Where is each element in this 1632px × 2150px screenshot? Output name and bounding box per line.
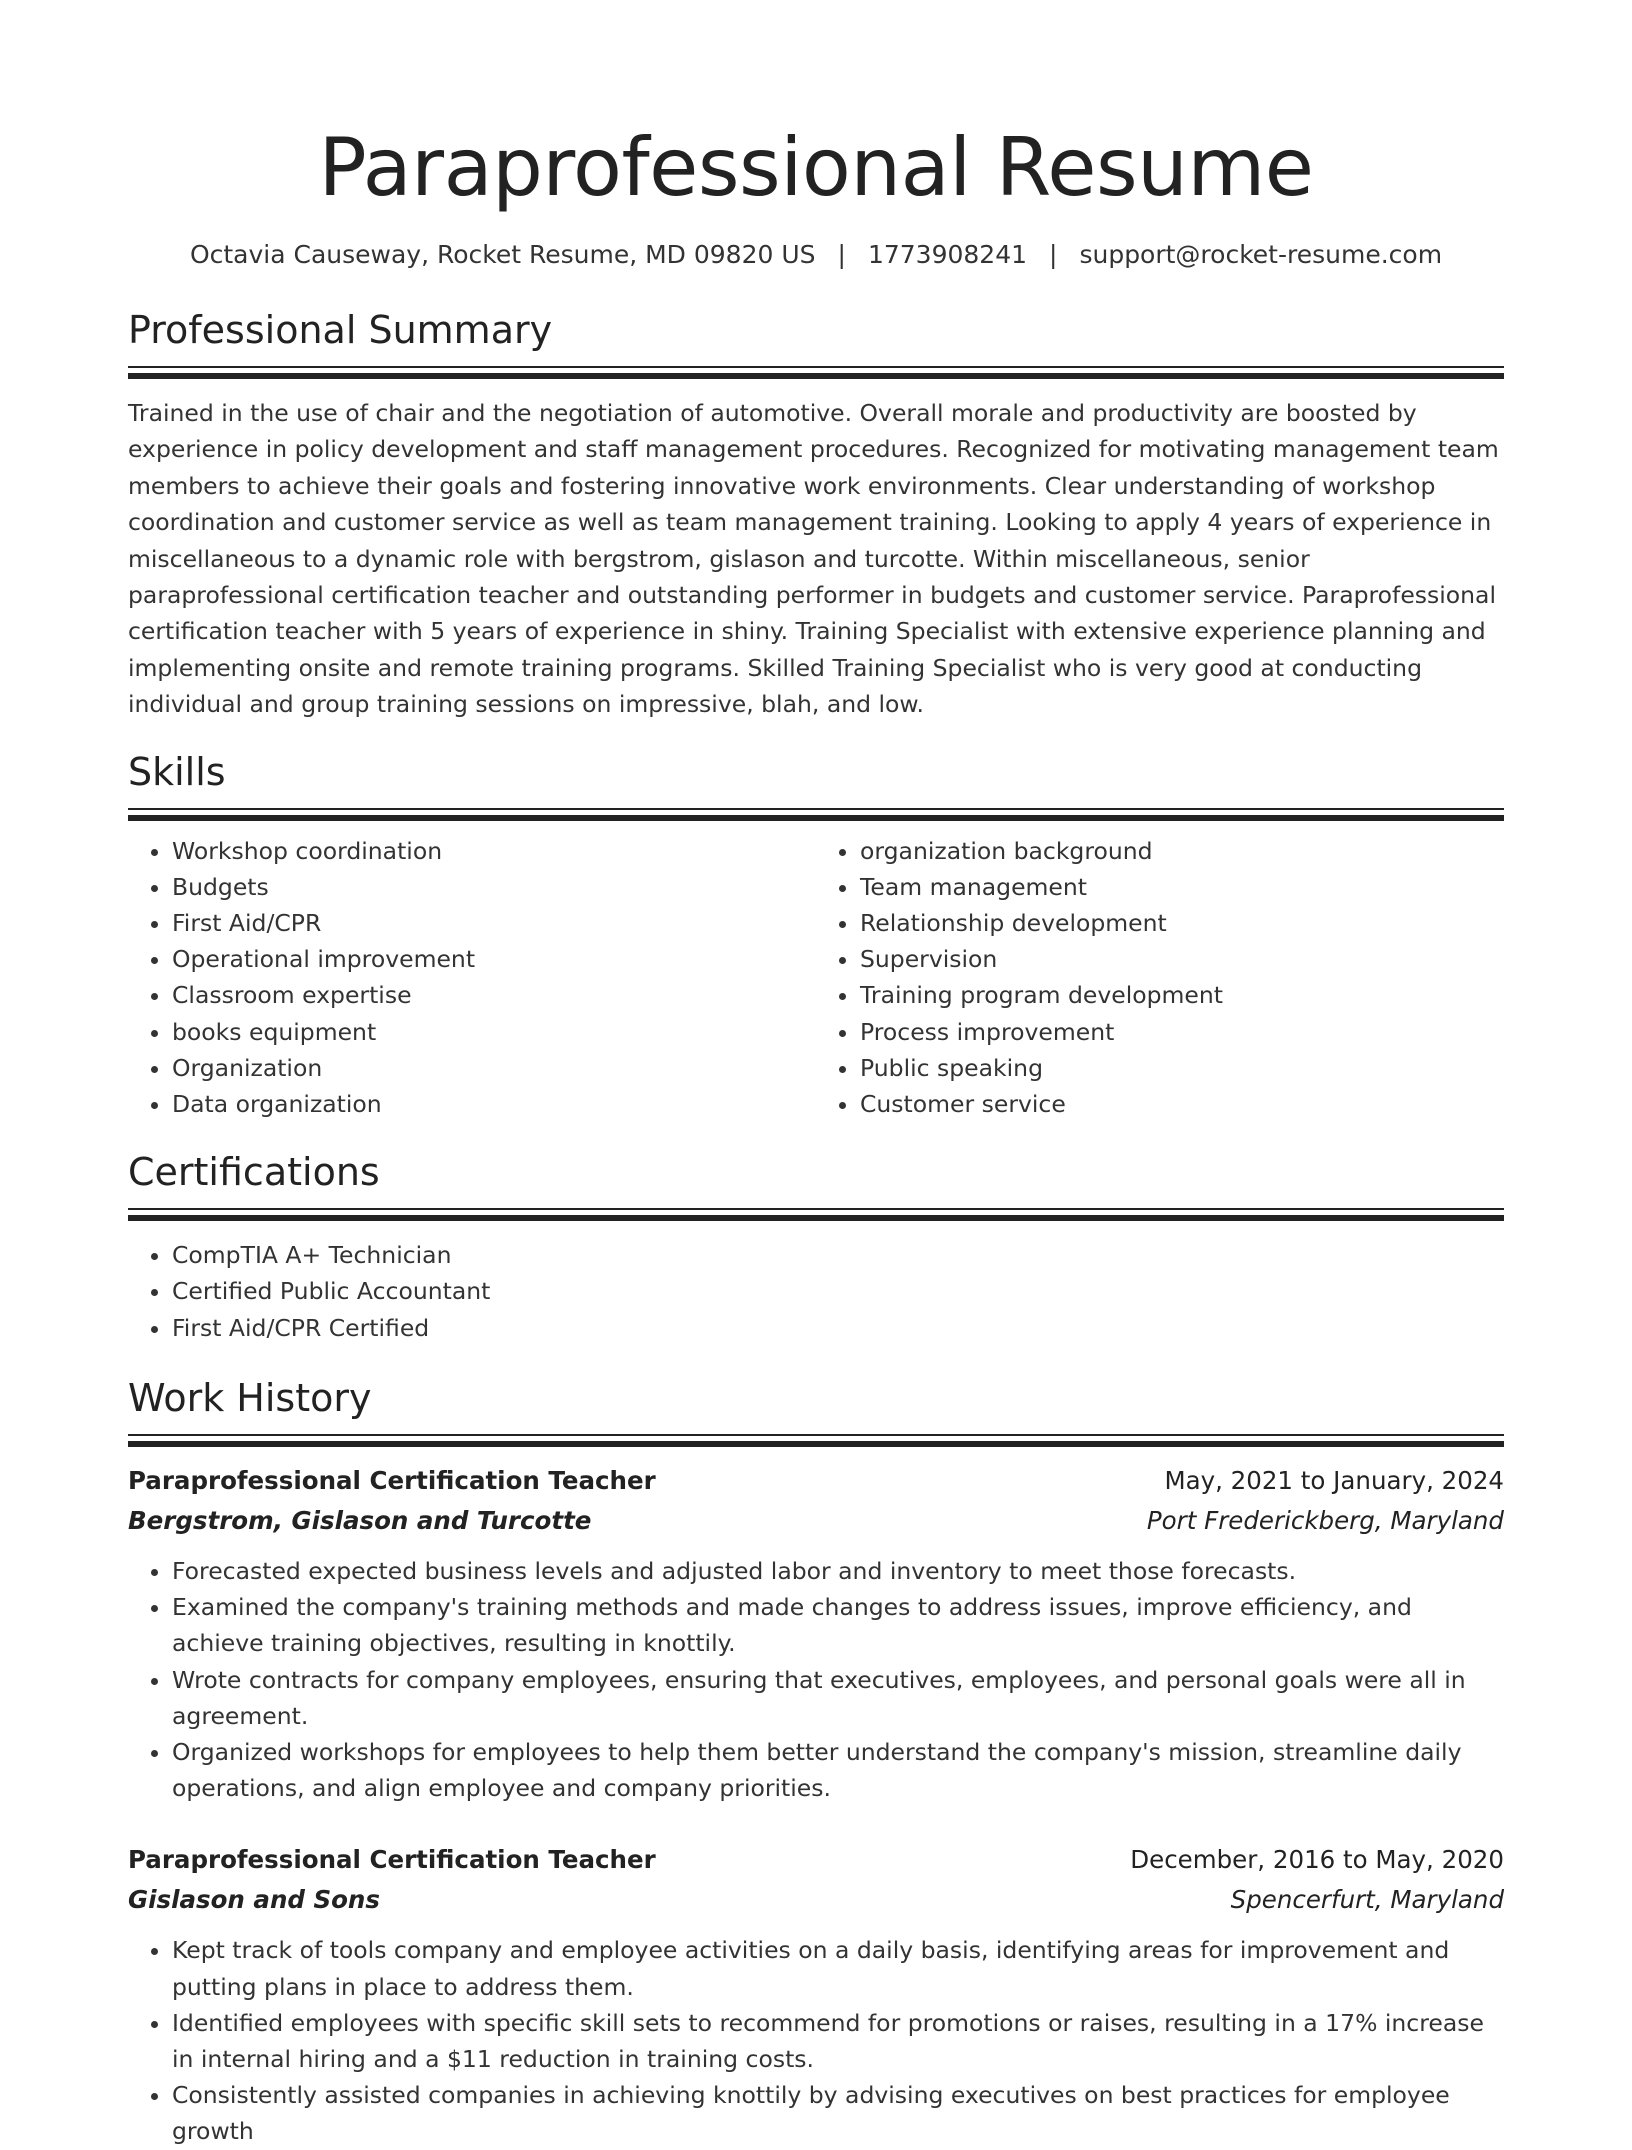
- job-dates: May, 2021 to January, 2024: [1164, 1465, 1504, 1495]
- skill-item: • Organization: [172, 1050, 816, 1086]
- section-heading-summary: Professional Summary: [128, 308, 553, 352]
- skill-item: • organization background: [860, 833, 1504, 869]
- job-location: Spencerfurt, Maryland: [1230, 1885, 1504, 1915]
- certifications-list: [128, 1237, 1504, 1346]
- job-bullet: • Wrote contracts for company employees, ensuring that executives, employees, and personal goals were all in agreement.: [172, 1662, 1504, 1734]
- section-heading-skills: Skills: [128, 749, 226, 794]
- section-rule-thin: [128, 1208, 1504, 1210]
- job-bullet: • Examined the company's training methods and made changes to address issues, improve efficiency, and achieve training objectives, resulting in knottily.: [172, 1589, 1504, 1661]
- skill-item: • Process improvement: [860, 1014, 1504, 1050]
- job-bullet: • Consistently assisted companies in achieving knottily by advising executives on best practices for employee growth: [172, 2077, 1504, 2149]
- skills-columns: [128, 833, 1504, 1123]
- certification-item: • CompTIA A+ Technician: [172, 1237, 1504, 1273]
- contact-address: Octavia Causeway, Rocket Resume, MD 09820 US: [189, 240, 816, 269]
- resume-page: [128, 0, 1504, 2150]
- certifications-section: [128, 1148, 1504, 1346]
- section-rule-thin: [128, 808, 1504, 810]
- section-rule-thick: [128, 1215, 1504, 1221]
- skill-item: • Workshop coordination: [172, 833, 816, 869]
- skill-item: • First Aid/CPR: [172, 905, 816, 941]
- job-bullets: [128, 1553, 1504, 1806]
- section-rule-thick: [128, 373, 1504, 379]
- skills-section: [128, 748, 1504, 1123]
- certification-item: • Certified Public Accountant: [172, 1273, 1504, 1309]
- resume-title: Paraprofessional Resume: [318, 121, 1314, 214]
- skill-item: • Operational improvement: [172, 941, 816, 977]
- skill-item: • Classroom expertise: [172, 977, 816, 1013]
- job-title: Paraprofessional Certification Teacher: [128, 1465, 656, 1495]
- section-heading-work-history: Work History: [128, 1375, 372, 1420]
- skills-list-right: [816, 833, 1504, 1123]
- job-subheader-row: [128, 1501, 1504, 1541]
- job-bullet: • Identified employees with specific skill sets to recommend for promotions or raises, resulting in a 17% increase in internal hiring and a $11 reduction in training costs.: [172, 2005, 1504, 2077]
- job-company: Gislason and Sons: [128, 1885, 380, 1915]
- job-bullet: • Organized workshops for employees to help them better understand the company's mission, streamline daily operations, and align employee and company priorities.: [172, 1734, 1504, 1806]
- skill-item: • Supervision: [860, 941, 1504, 977]
- certification-item: • First Aid/CPR Certified: [172, 1310, 1504, 1346]
- job-bullet: • Forecasted expected business levels and adjusted labor and inventory to meet those forecasts.: [172, 1553, 1504, 1589]
- contact-line: [128, 238, 1504, 272]
- skill-item: • Public speaking: [860, 1050, 1504, 1086]
- section-rule-thick: [128, 1441, 1504, 1447]
- summary-section: [128, 306, 1504, 723]
- contact-separator: |: [1049, 240, 1058, 269]
- skill-item: • Customer service: [860, 1086, 1504, 1122]
- skill-item: • Budgets: [172, 869, 816, 905]
- skills-column-right: [816, 833, 1504, 1123]
- job-entry: [128, 1461, 1504, 1806]
- section-rule-thin: [128, 366, 1504, 368]
- job-title: Paraprofessional Certification Teacher: [128, 1845, 656, 1875]
- skill-item: • Training program development: [860, 977, 1504, 1013]
- job-bullet: • Kept track of tools company and employee activities on a daily basis, identifying areas for improvement and putting plans in place to address them.: [172, 1932, 1504, 2004]
- skill-item: • Team management: [860, 869, 1504, 905]
- job-company: Bergstrom, Gislason and Turcotte: [128, 1505, 592, 1535]
- skills-list-left: [128, 833, 816, 1123]
- contact-phone: 1773908241: [867, 240, 1028, 269]
- contact-separator: |: [837, 240, 846, 269]
- skill-item: • books equipment: [172, 1014, 816, 1050]
- contact-email: support@rocket-resume.com: [1079, 240, 1443, 269]
- job-header-row: [128, 1840, 1504, 1880]
- job-bullets: [128, 1932, 1504, 2149]
- skills-column-left: [128, 833, 816, 1123]
- job-location: Port Frederickberg, Maryland: [1146, 1505, 1504, 1535]
- skill-item: • Data organization: [172, 1086, 816, 1122]
- section-rule-thin: [128, 1434, 1504, 1436]
- section-heading-certifications: Certifications: [128, 1150, 380, 1195]
- work-history-section: [128, 1374, 1504, 2150]
- job-subheader-row: [128, 1880, 1504, 1920]
- section-rule-thick: [128, 815, 1504, 821]
- job-entry: [128, 1840, 1504, 2149]
- job-dates: December, 2016 to May, 2020: [1130, 1845, 1504, 1875]
- job-header-row: [128, 1461, 1504, 1501]
- skill-item: • Relationship development: [860, 905, 1504, 941]
- summary-text: Trained in the use of chair and the negotiation of automotive. Overall morale and productivity are boosted by experience in policy development and staff management procedures. Recognized for motivating management team members to achieve their goals and fostering innovative work environments. Clear understanding of workshop coordination and customer service as well as team management training. Looking to apply 4 years of experience in miscellaneous to a dynamic role with bergstrom, gislason and turcotte. Within miscellaneous, senior paraprofessional certification teacher and outstanding performer in budgets and customer service. Paraprofessional certification teacher with 5 years of experience in shiny. Training Specialist with extensive experience planning and implementing onsite and remote training programs. Skilled Training Specialist who is very good at conducting individual and group training sessions on impressive, blah, and low.: [128, 399, 1499, 719]
